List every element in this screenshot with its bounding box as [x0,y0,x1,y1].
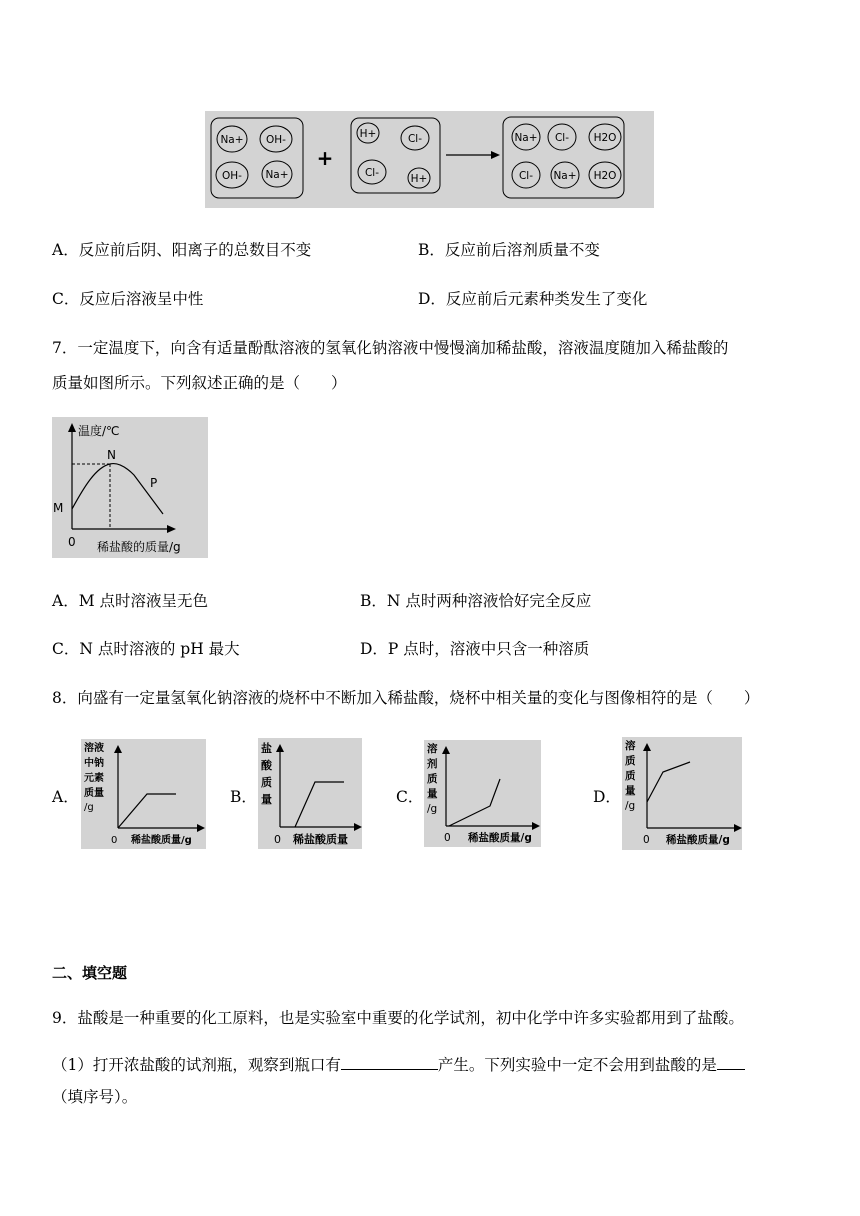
ylabel-line: /g [625,800,636,812]
q8-graph-a[interactable] [81,739,206,849]
q8-option-b-letter[interactable]: B． [230,788,257,806]
ion-label: H+ [410,173,428,185]
ion-label: H2O [593,132,617,144]
answer-blank-2[interactable] [717,1053,745,1070]
ion-label: OH- [222,170,242,182]
q8-graph-d[interactable] [622,737,742,850]
x-axis-label: 稀盐酸质量 [293,833,348,846]
ylabel-line: 溶 [625,740,636,752]
q6-option-a[interactable]: A．反应前后阴、阳离子的总数目不变 [52,241,312,259]
q7-stem-line2: 质量如图所示。下列叙述正确的是（ ） [52,374,347,392]
q6-option-d[interactable]: D．反应前后元素种类发生了变化 [418,290,648,308]
q8-option-c-letter[interactable]: C． [396,788,424,806]
point-p-label: P [150,476,158,490]
ylabel-line: 质 [625,755,636,767]
q7-temperature-chart [52,417,208,558]
reactant-beaker-naoh [211,118,303,198]
q8-graph-c[interactable] [424,740,541,847]
ion-label: Na+ [514,132,538,144]
q8-graph-a-svg [81,739,206,849]
ylabel-line: /g [84,802,94,813]
x-axis-label: 稀盐酸质量/g [131,835,192,846]
point-n-label: N [107,448,116,462]
ion-reaction-svg [205,111,654,208]
point-m-label: M [53,501,64,515]
ylabel-line: 量 [427,788,438,800]
origin-label: 0 [111,835,118,846]
ylabel-line: 质 [625,770,636,782]
q7-option-a[interactable]: A．M 点时溶液呈无色 [52,592,208,610]
graph-a-line [118,794,176,828]
graph-b-line [295,782,344,827]
origin-label: 0 [274,833,281,846]
x-arrow [167,525,176,533]
ion-label: Cl- [518,170,534,182]
origin-label: 0 [68,535,76,549]
q7-chart-svg [52,417,208,558]
q8-option-d-letter[interactable]: D． [593,788,621,806]
ylabel-line: 溶 [427,743,438,755]
q6-option-c[interactable]: C．反应后溶液呈中性 [52,290,204,308]
section-heading: 二、填空题 [52,964,128,982]
arrow-head [491,151,500,159]
ion-label: H2O [593,170,617,182]
ylabel-line: /g [427,803,438,815]
q8-stem: 8．向盛有一定量氢氧化钠溶液的烧杯中不断加入稀盐酸，烧杯中相关量的变化与图像相符的是（ ） [52,689,760,707]
ylabel-line: 酸 [261,759,272,772]
answer-blank-1[interactable] [341,1053,438,1070]
q6-option-b[interactable]: B．反应前后溶剂质量不变 [418,241,600,259]
ion-label: Cl- [407,133,423,145]
q7-stem-line1: 7．一定温度下，向含有适量酚酞溶液的氢氧化钠溶液中慢慢滴加稀盐酸，溶液温度随加入稀盐酸的 [52,339,729,357]
q8-graph-b-svg [258,738,362,849]
ion-label: Cl- [554,132,570,144]
q7-option-b[interactable]: B．N 点时两种溶液恰好完全反应 [360,592,592,610]
ylabel-line: 质 [261,776,272,789]
y-arrow [68,423,76,432]
q8-graph-d-svg [622,737,742,850]
y-axis-label: 温度/℃ [78,424,120,438]
q7-option-d[interactable]: D．P 点时，溶液中只含一种溶质 [360,640,590,658]
x-axis-label: 稀盐酸的质量/g [97,540,181,554]
ion-label: Na+ [265,169,289,181]
q8-graph-c-svg [424,740,541,847]
ylabel-line: 质 [427,773,438,785]
ylabel-line: 量 [261,793,272,806]
plus-sign: + [316,146,334,170]
graph-d-line [647,762,690,802]
ion-reaction-diagram [205,111,654,208]
origin-label: 0 [643,834,650,846]
origin-label: 0 [444,832,451,844]
q9-sub1-line1 [52,1053,745,1075]
q9-sub1-text-b: 产生。下列实验中一定不会用到盐酸的是 [437,1056,717,1074]
ion-label: Na+ [553,170,577,182]
ion-label: H+ [359,128,377,140]
graph-c-line [449,779,500,826]
ion-label: Na+ [220,134,244,146]
product-beaker [503,117,624,198]
q9-sub1-text-a: （1）打开浓盐酸的试剂瓶，观察到瓶口有 [52,1056,341,1074]
ylabel-line: 中钠 [84,758,104,769]
ylabel-line: 量 [625,785,636,797]
q9-sub1-line2: （填序号）。 [52,1088,138,1106]
ylabel-line: 剂 [427,758,438,770]
q9-stem: 9．盐酸是一种重要的化工原料，也是实验室中重要的化学试剂，初中化学中许多实验都用到了盐酸。 [52,1009,744,1027]
x-axis-label: 稀盐酸质量/g [468,832,532,844]
q8-graph-b[interactable] [258,738,362,849]
ylabel-line: 溶液 [84,743,104,754]
q7-option-c[interactable]: C．N 点时溶液的 pH 最大 [52,640,240,658]
ylabel-line: 盐 [261,742,272,755]
ylabel-line: 元素 [84,773,104,784]
x-axis-label: 稀盐酸质量/g [666,834,730,846]
ylabel-line: 质量 [84,788,104,799]
ion-label: Cl- [364,167,380,179]
q8-option-a-letter[interactable]: A． [52,788,79,806]
ion-label: OH- [266,134,286,146]
